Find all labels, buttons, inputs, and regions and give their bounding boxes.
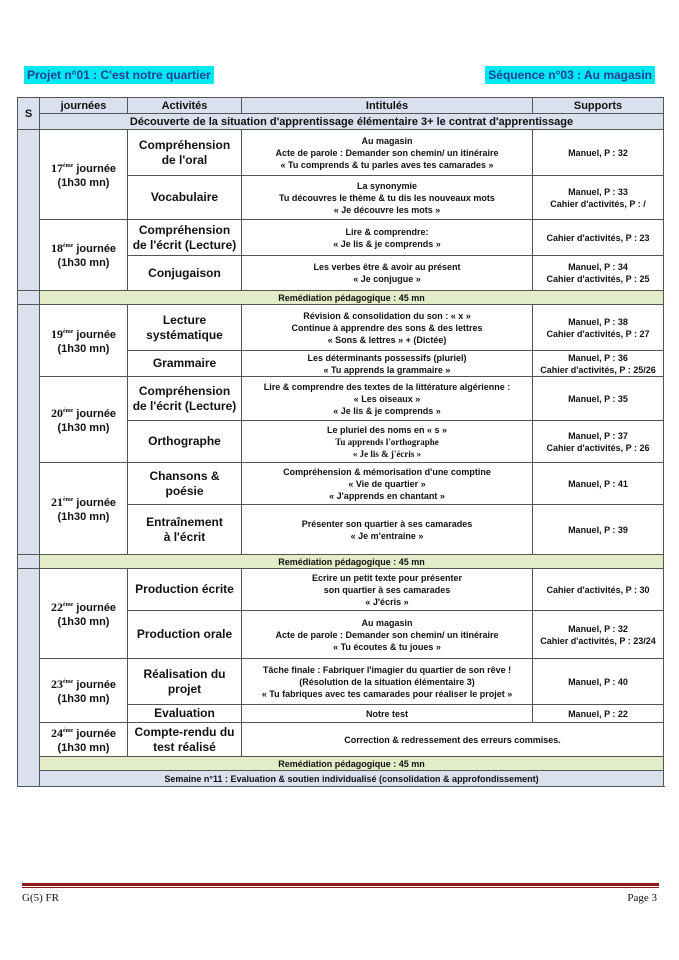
intitule-line: « Tu comprends & tu parles aves tes camarades » (280, 159, 494, 170)
intitule-line: Acte de parole : Demander son chemin/ un itinéraire (275, 147, 499, 158)
remediation-row (18, 555, 664, 569)
support-line: Cahier d'activités, P : 26 (546, 442, 650, 453)
col-s: S (18, 98, 40, 130)
intitule-cell (242, 130, 533, 176)
day-suffix: ème (62, 496, 74, 503)
support-line: Manuel, P : 41 (568, 478, 628, 489)
activity-cell (128, 569, 242, 611)
planning-table (17, 97, 664, 787)
intitule-line: Notre test (365, 708, 408, 719)
footer-rule (22, 883, 659, 886)
support-cell (533, 305, 664, 351)
day-suffix: ème (62, 678, 74, 685)
activity-line: projet (167, 681, 202, 696)
intitule-line: Révision & consolidation du son : « x » (303, 310, 471, 321)
intitule-line: Continue à apprendre des sons & des lettres (291, 322, 483, 333)
activity-cell (128, 659, 242, 705)
activity-line: de l'écrit (Lecture) (132, 237, 237, 252)
support-cell (533, 421, 664, 463)
footer-label: G(5) FR (22, 892, 59, 904)
intitule-cell (242, 377, 533, 421)
activity-cell (128, 220, 242, 256)
support-cell (533, 351, 664, 377)
activity-cell (128, 421, 242, 463)
week-label (18, 569, 40, 787)
intitule-cell (242, 256, 533, 291)
support-line: Manuel, P : 32 (568, 623, 628, 634)
sequence-title: Séquence n°03 : Au magasin (485, 66, 655, 84)
day-number: 21 (50, 494, 63, 509)
day-time: (1h30 mn) (57, 176, 110, 189)
support-cell (533, 505, 664, 555)
support-line: Cahier d'activités, P : 23 (546, 232, 650, 243)
day-time: (1h30 mn) (57, 510, 110, 523)
col-journees: journées (40, 98, 128, 114)
intitule-line: Tu apprends l'orthographe (335, 436, 439, 447)
day-number: 23 (50, 676, 63, 691)
page-number: Page 3 (627, 892, 657, 904)
activity-cell (128, 256, 242, 291)
support-line: Cahier d'activités, P : 23/24 (540, 635, 656, 646)
support-cell (533, 256, 664, 291)
decouverte-cell: Découverte de la situation d'apprentissage élémentaire 3+ le contrat d'apprentissage (40, 114, 664, 130)
activity-cell (128, 505, 242, 555)
remediation-cell: Remédiation pédagogique : 45 mn (40, 291, 664, 305)
activity-cell (128, 463, 242, 505)
intitule-line: Tâche finale : Fabriquer l'imagier du quartier de son rêve ! (262, 664, 512, 675)
intitule-line: « Je m'entraine » (350, 530, 424, 541)
table-row (18, 569, 664, 611)
day-suffix: ème (62, 727, 74, 734)
intitule-line: « Je lis & je comprends » (333, 238, 441, 249)
intitule-line: Correction & redressement des erreurs commises. (344, 734, 561, 745)
intitule-cell (242, 351, 533, 377)
activity-cell (128, 377, 242, 421)
day-word: journée (73, 496, 117, 509)
activity-cell (128, 611, 242, 659)
project-title: Projet n°01 : C'est notre quartier (24, 66, 214, 84)
intitule-cell (242, 220, 533, 256)
activity-line: Lecture (162, 312, 207, 327)
intitule-line: « Tu apprends la grammaire » (323, 364, 451, 375)
support-line: Manuel, P : 37 (568, 430, 628, 441)
intitule-line: « Je lis & j'écris » (352, 448, 422, 459)
activity-line: Compréhension (138, 222, 231, 237)
support-cell (533, 705, 664, 723)
intitule-cell (242, 723, 664, 757)
support-line: Cahier d'activités, P : 27 (546, 328, 650, 339)
intitule-line: Le pluriel des noms en « s » (326, 424, 448, 435)
week-label (18, 130, 40, 291)
week-gap-cell (18, 555, 40, 569)
day-cell (40, 569, 128, 659)
day-number: 20 (50, 405, 63, 420)
intitule-line: (Résolution de la situation élémentaire 3) (299, 676, 475, 687)
semaine-11-row (18, 771, 664, 787)
day-time: (1h30 mn) (57, 421, 110, 434)
activity-cell (128, 305, 242, 351)
day-number: 17 (50, 160, 63, 175)
intitule-line: son quartier à ses camarades (323, 584, 451, 595)
intitule-line: Tu découvres le thème & tu dis les nouveaux mots (279, 192, 495, 203)
support-line: Manuel, P : 40 (568, 676, 628, 687)
footer-rule-thin (22, 887, 659, 888)
support-cell (533, 176, 664, 220)
table-row (18, 723, 664, 757)
day-suffix: ème (62, 407, 74, 414)
intitule-line: La synonymie (356, 180, 418, 191)
intitule-line: Ecrire un petit texte pour présenter (311, 572, 463, 583)
support-cell (533, 130, 664, 176)
activity-cell (128, 176, 242, 220)
activity-line: Réalisation du (143, 666, 226, 681)
support-cell (533, 659, 664, 705)
intitule-cell (242, 463, 533, 505)
activity-line: de l'oral (161, 152, 208, 167)
remediation-cell: Remédiation pédagogique : 45 mn (40, 757, 664, 771)
intitule-line: « Je lis & je comprends » (333, 405, 441, 416)
intitule-line: Les verbes être & avoir au présent (313, 262, 461, 272)
intitule-line: Présenter son quartier à ses camarades (301, 518, 473, 529)
activity-line: Compréhension (138, 137, 231, 152)
week-gap-cell (18, 291, 40, 305)
day-word: journée (73, 407, 117, 420)
day-number: 19 (50, 326, 63, 341)
activity-cell (128, 705, 242, 723)
intitule-line: Lire & comprendre des textes de la littérature algérienne : (263, 381, 511, 392)
remediation-row (18, 291, 664, 305)
activity-line: Entraînement (146, 514, 223, 529)
intitule-line: « Je découvre les mots » (333, 204, 441, 215)
activity-line: Production écrite (135, 582, 234, 596)
day-cell (40, 659, 128, 723)
support-line: Manuel, P : 35 (568, 393, 628, 404)
table-row (18, 220, 664, 256)
day-suffix: ème (62, 328, 74, 335)
support-line: Manuel, P : 22 (568, 708, 628, 719)
day-word: journée (73, 678, 117, 691)
decouverte-row (18, 114, 664, 130)
activity-line: Evaluation (154, 706, 215, 720)
day-word: journée (73, 328, 117, 341)
day-number: 18 (50, 241, 63, 255)
support-cell (533, 220, 664, 256)
intitule-line: « J'apprends en chantant » (329, 490, 445, 501)
support-line: Manuel, P : 34 (568, 262, 628, 272)
support-line: Cahier d'activités, P : 25/26 (540, 364, 656, 375)
intitule-cell (242, 569, 533, 611)
support-line: Manuel, P : 32 (568, 147, 628, 158)
intitule-line: « J'écris » (365, 596, 409, 607)
support-line: Manuel, P : 38 (568, 316, 628, 327)
intitule-line: « Tu écoutes & tu joues » (333, 641, 441, 652)
intitule-line: « Tu fabriques avec tes camarades pour réaliser le projet » (261, 688, 513, 699)
day-cell (40, 220, 128, 291)
activity-line: Production orale (136, 627, 233, 641)
header-row (18, 98, 664, 114)
support-line: Manuel, P : 36 (568, 352, 628, 363)
col-supports: Supports (533, 98, 664, 114)
semaine-11-cell: Semaine n°11 : Evaluation & soutien individualisé (consolidation & approfondissement) (40, 771, 664, 787)
support-cell (533, 611, 664, 659)
activity-line: test réalisé (153, 739, 216, 754)
intitule-line: Lire & comprendre: (345, 226, 429, 237)
intitule-line: « Vie de quartier » (348, 478, 426, 489)
day-suffix: ème (62, 601, 74, 608)
day-number: 24 (50, 725, 63, 740)
day-cell (40, 305, 128, 377)
day-cell (40, 723, 128, 757)
intitule-cell (242, 305, 533, 351)
day-cell (40, 130, 128, 220)
table-row (18, 377, 664, 421)
activity-line: Orthographe (148, 434, 221, 448)
week-label (18, 305, 40, 555)
intitule-line: « Je conjugue » (353, 274, 421, 284)
intitule-cell (242, 421, 533, 463)
remediation-cell: Remédiation pédagogique : 45 mn (40, 555, 664, 569)
support-cell (533, 569, 664, 611)
intitule-line: « Les oiseaux » (353, 393, 421, 404)
support-line: Cahier d'activités, P : 25 (546, 274, 650, 284)
day-word: journée (73, 727, 117, 740)
activity-cell (128, 723, 242, 757)
table-row (18, 130, 664, 176)
day-time: (1h30 mn) (57, 615, 110, 628)
day-cell (40, 377, 128, 463)
activity-line: Grammaire (152, 356, 217, 370)
support-line: Manuel, P : 33 (568, 186, 628, 197)
support-cell (533, 377, 664, 421)
support-cell (533, 463, 664, 505)
activity-line: poésie (165, 483, 204, 498)
remediation-row (18, 757, 664, 771)
activity-line: Vocabulaire (150, 190, 219, 204)
activity-line: systématique (146, 327, 223, 342)
activity-line: Conjugaison (148, 265, 221, 280)
table-row (18, 463, 664, 505)
intitule-line: Au magasin (361, 135, 413, 146)
day-word: journée (73, 162, 117, 175)
intitule-line: Au magasin (361, 617, 413, 628)
intitule-line: Les déterminants possessifs (pluriel) (307, 352, 467, 363)
activity-line: à l'écrit (163, 529, 206, 544)
col-intitules: Intitulés (242, 98, 533, 114)
intitule-line: Acte de parole : Demander son chemin/ un itinéraire (275, 629, 499, 640)
table-row (18, 305, 664, 351)
day-time: (1h30 mn) (57, 741, 110, 754)
day-time: (1h30 mn) (57, 692, 110, 705)
intitule-line: Compréhension & mémorisation d'une comptine (283, 466, 491, 477)
intitule-cell (242, 176, 533, 220)
support-line: Cahier d'activités, P : 30 (546, 584, 650, 595)
day-suffix: ème (62, 162, 74, 169)
day-word: journée (73, 601, 117, 614)
day-number: 22 (50, 599, 63, 614)
support-line: Manuel, P : 39 (568, 524, 628, 535)
activity-cell (128, 130, 242, 176)
day-time: (1h30 mn) (57, 257, 110, 269)
activity-cell (128, 351, 242, 377)
day-cell (40, 463, 128, 555)
day-time: (1h30 mn) (57, 342, 110, 355)
activity-line: Compréhension (138, 383, 231, 398)
intitule-cell (242, 659, 533, 705)
day-suffix: ème (62, 243, 74, 249)
activity-line: de l'écrit (Lecture) (132, 398, 237, 413)
support-line: Cahier d'activités, P : / (550, 198, 646, 209)
intitule-cell (242, 611, 533, 659)
intitule-line: « Sons & lettres » + (Dictée) (327, 334, 447, 345)
intitule-cell (242, 705, 533, 723)
activity-line: Chansons & (149, 468, 220, 483)
day-word: journée (73, 243, 117, 255)
col-activites: Activités (128, 98, 242, 114)
intitule-cell (242, 505, 533, 555)
activity-line: Compte-rendu du (134, 724, 235, 739)
table-row (18, 659, 664, 705)
